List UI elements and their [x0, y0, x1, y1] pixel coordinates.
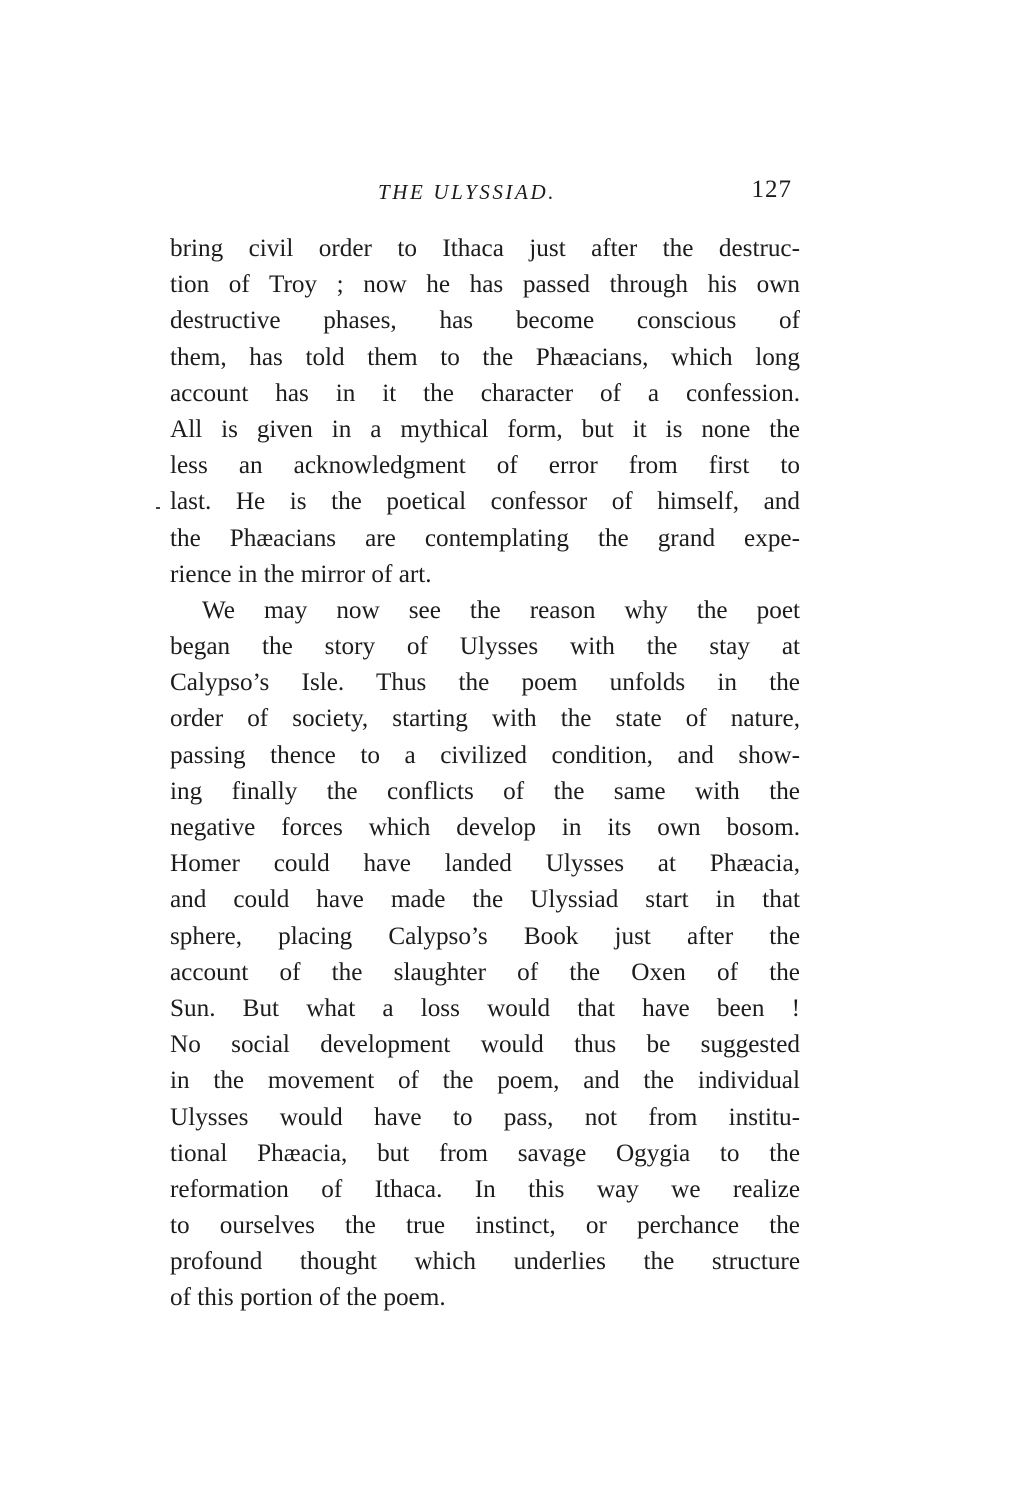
page-number: 127 [751, 176, 792, 203]
text-line: less an acknowledgment of error from first to [170, 452, 800, 480]
running-title: THE ULYSSIAD. [378, 180, 557, 204]
text-line: reformation of Ithaca. In this way we realize [170, 1175, 800, 1203]
text-line: and could have made the Ulyssiad start in that [170, 886, 800, 914]
text-line: in the movement of the poem, and the individual [170, 1067, 800, 1095]
running-head [170, 176, 800, 216]
text-line: ing finally the conflicts of the same with the [170, 777, 800, 805]
text-line: last. He is the poetical confessor of himself, and [170, 488, 800, 516]
text-line: order of society, starting with the state of nature, [170, 705, 800, 733]
text-line: passing thence to a civilized condition, and show- [170, 741, 800, 769]
text-line: them, has told them to the Phæacians, which long [170, 343, 800, 371]
text-line: All is given in a mythical form, but it is none the [170, 415, 800, 443]
text-line: to ourselves the true instinct, or perchance the [170, 1212, 800, 1240]
text-line: destructive phases, has become conscious of [170, 307, 800, 335]
text-line: sphere, placing Calypso’s Book just after the [170, 922, 800, 950]
text-line: rience in the mirror of art. [170, 560, 432, 588]
text-line: bring civil order to Ithaca just after the destruc- [170, 235, 800, 262]
paragraph-1 [170, 231, 800, 593]
margin-mark [156, 507, 160, 509]
text-line: Ulysses would have to pass, not from institu- [170, 1103, 800, 1131]
text-line: tional Phæacia, but from savage Ogygia to the [170, 1139, 800, 1167]
text-line: No social development would thus be suggested [170, 1031, 800, 1059]
paragraph-2 [170, 593, 800, 1317]
text-line: of this portion of the poem. [170, 1284, 446, 1312]
text-line: negative forces which develop in its own bosom. [170, 814, 800, 841]
text-line: the Phæacians are contemplating the grand expe- [170, 524, 800, 552]
text-line: profound thought which underlies the structure [170, 1248, 800, 1276]
body-text [170, 231, 800, 1317]
text-line: tion of Troy ; now he has passed through his own [170, 271, 800, 299]
text-line: Sun. But what a loss would that have been ! [170, 994, 800, 1022]
text-line: We may now see the reason why the poet [202, 596, 800, 624]
text-line: Calypso’s Isle. Thus the poem unfolds in the [170, 669, 800, 697]
text-line: Homer could have landed Ulysses at Phæacia, [170, 850, 800, 878]
text-line: began the story of Ulysses with the stay at [170, 633, 800, 661]
text-line: account has in it the character of a confession. [170, 379, 800, 407]
text-line: account of the slaughter of the Oxen of the [170, 958, 800, 986]
